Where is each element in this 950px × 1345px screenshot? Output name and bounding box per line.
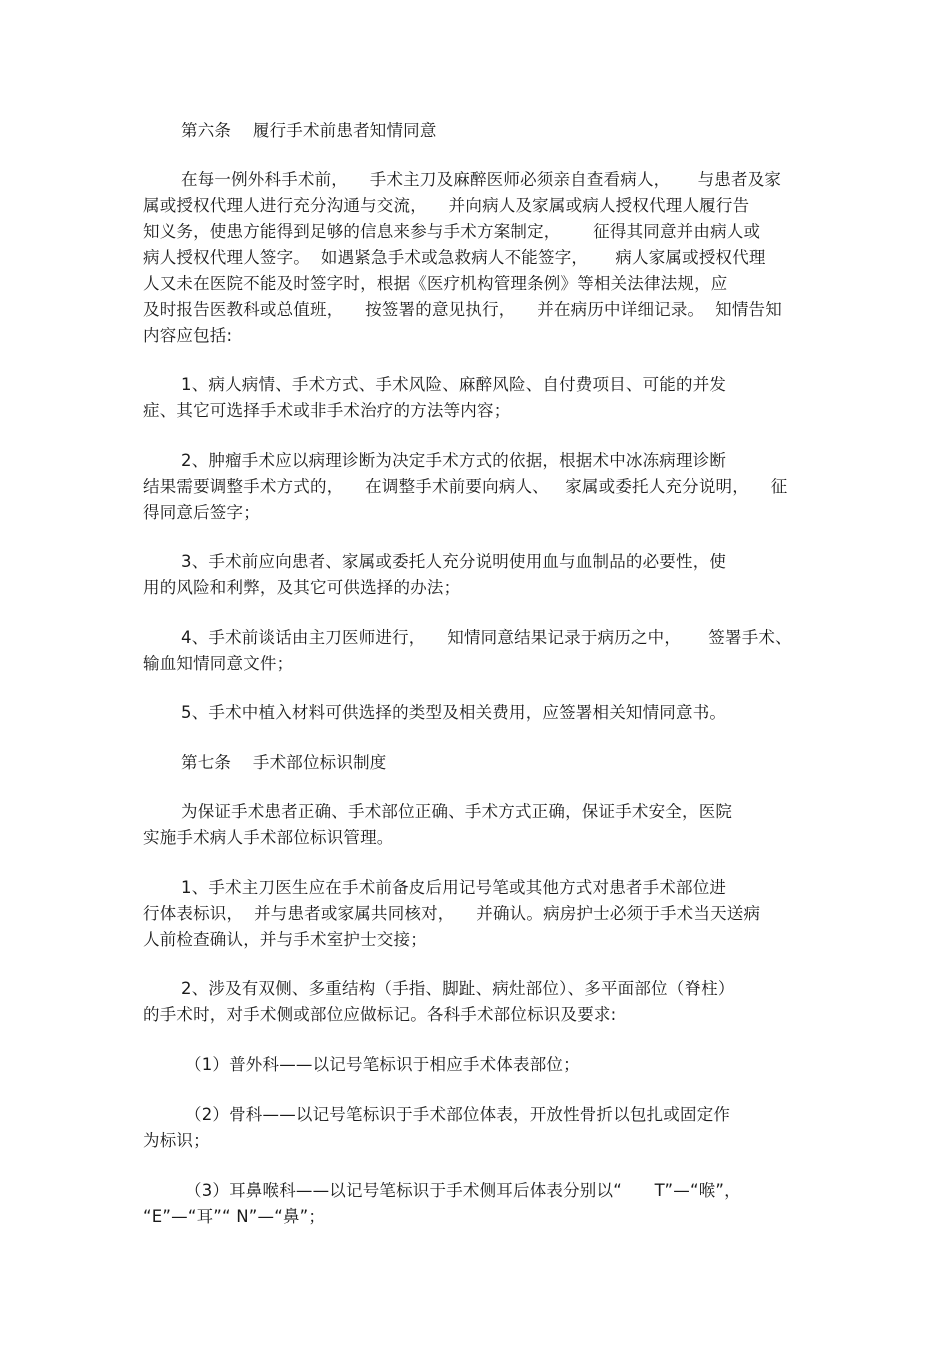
article6-intro-line: 在每一例外科手术前， 手术主刀及麻醉医师必须亲自查看病人， 与患者及家 [181, 170, 782, 189]
article6-item-2: 结果需要调整手术方式的， 在调整手术前要向病人、 家属或委托人充分说明， 征 [143, 477, 788, 496]
article7-subitem-2: （2）骨科——以记号笔标识于手术部位体表，开放性骨折以包扎或固定作 [185, 1105, 731, 1124]
article6-item-1: 症、其它可选择手术或非手术治疗的方法等内容； [143, 401, 511, 420]
article7-heading: 第七条 手术部位标识制度 [181, 753, 387, 772]
article6-intro-line: 知义务，使患方能得到足够的信息来参与手术方案制定， 征得其同意并由病人或 [143, 222, 761, 241]
article7-item-2: 2、涉及有双侧、多重结构（手指、脚趾、病灶部位）、多平面部位（脊柱） [181, 979, 735, 998]
article6-item-5: 5、手术中植入材料可供选择的类型及相关费用，应签署相关知情同意书。 [181, 703, 727, 722]
article6-item-3: 用的风险和利弊，及其它可供选择的办法； [143, 578, 461, 597]
article6-item-2: 得同意后签字； [143, 503, 260, 522]
article7-subitem-1: （1）普外科——以记号笔标识于相应手术体表部位； [185, 1055, 580, 1074]
article6-item-2: 2、肿瘤手术应以病理诊断为决定手术方式的依据，根据术中冰冻病理诊断 [181, 451, 727, 470]
article7-subitem-2: 为标识； [143, 1131, 210, 1150]
article7-item-2: 的手术时，对手术侧或部位应做标记。各科手术部位标识及要求: [143, 1005, 617, 1024]
article7-item-1: 人前检查确认，并与手术室护士交接； [143, 930, 427, 949]
article7-intro-line: 实施手术病人手术部位标识管理。 [143, 828, 394, 847]
article6-intro-line: 病人授权代理人签字。 如遇紧急手术或急救病人不能签字， 病人家属或授权代理 [143, 248, 766, 267]
article7-intro-line: 为保证手术患者正确、手术部位正确、手术方式正确，保证手术安全，医院 [181, 802, 733, 821]
article7-item-1: 1、手术主刀医生应在手术前备皮后用记号笔或其他方式对患者手术部位进 [181, 878, 727, 897]
article6-item-4: 输血知情同意文件； [143, 654, 294, 673]
article7-subitem-3: “E”—“耳”“ N”—“鼻”； [143, 1207, 326, 1226]
article6-intro-line: 人又未在医院不能及时签字时，根据《医疗机构管理条例》等相关法律法规，应 [143, 274, 728, 293]
article6-intro-line: 内容应包括: [143, 326, 233, 345]
article6-item-1: 1、病人病情、手术方式、手术风险、麻醉风险、自付费项目、可能的并发 [181, 375, 727, 394]
article6-intro-line: 及时报告医教科或总值班， 按签署的意见执行， 并在病历中详细记录。 知情告知 [143, 300, 782, 319]
article6-item-4: 4、手术前谈话由主刀医师进行， 知情同意结果记录于病历之中， 签署手术、 [181, 628, 792, 647]
article6-intro-line: 属或授权代理人进行充分沟通与交流， 并向病人及家属或病人授权代理人履行告 [143, 196, 750, 215]
article7-subitem-3: （3）耳鼻喉科——以记号笔标识于手术侧耳后体表分别以“ T”—“喉”， [185, 1181, 741, 1200]
article6-item-3: 3、手术前应向患者、家属或委托人充分说明使用血与血制品的必要性，使 [181, 552, 727, 571]
article7-item-1: 行体表标识， 并与患者或家属共同核对， 并确认。病房护士必须于手术当天送病 [143, 904, 761, 923]
article6-heading: 第六条 履行手术前患者知情同意 [181, 121, 437, 140]
